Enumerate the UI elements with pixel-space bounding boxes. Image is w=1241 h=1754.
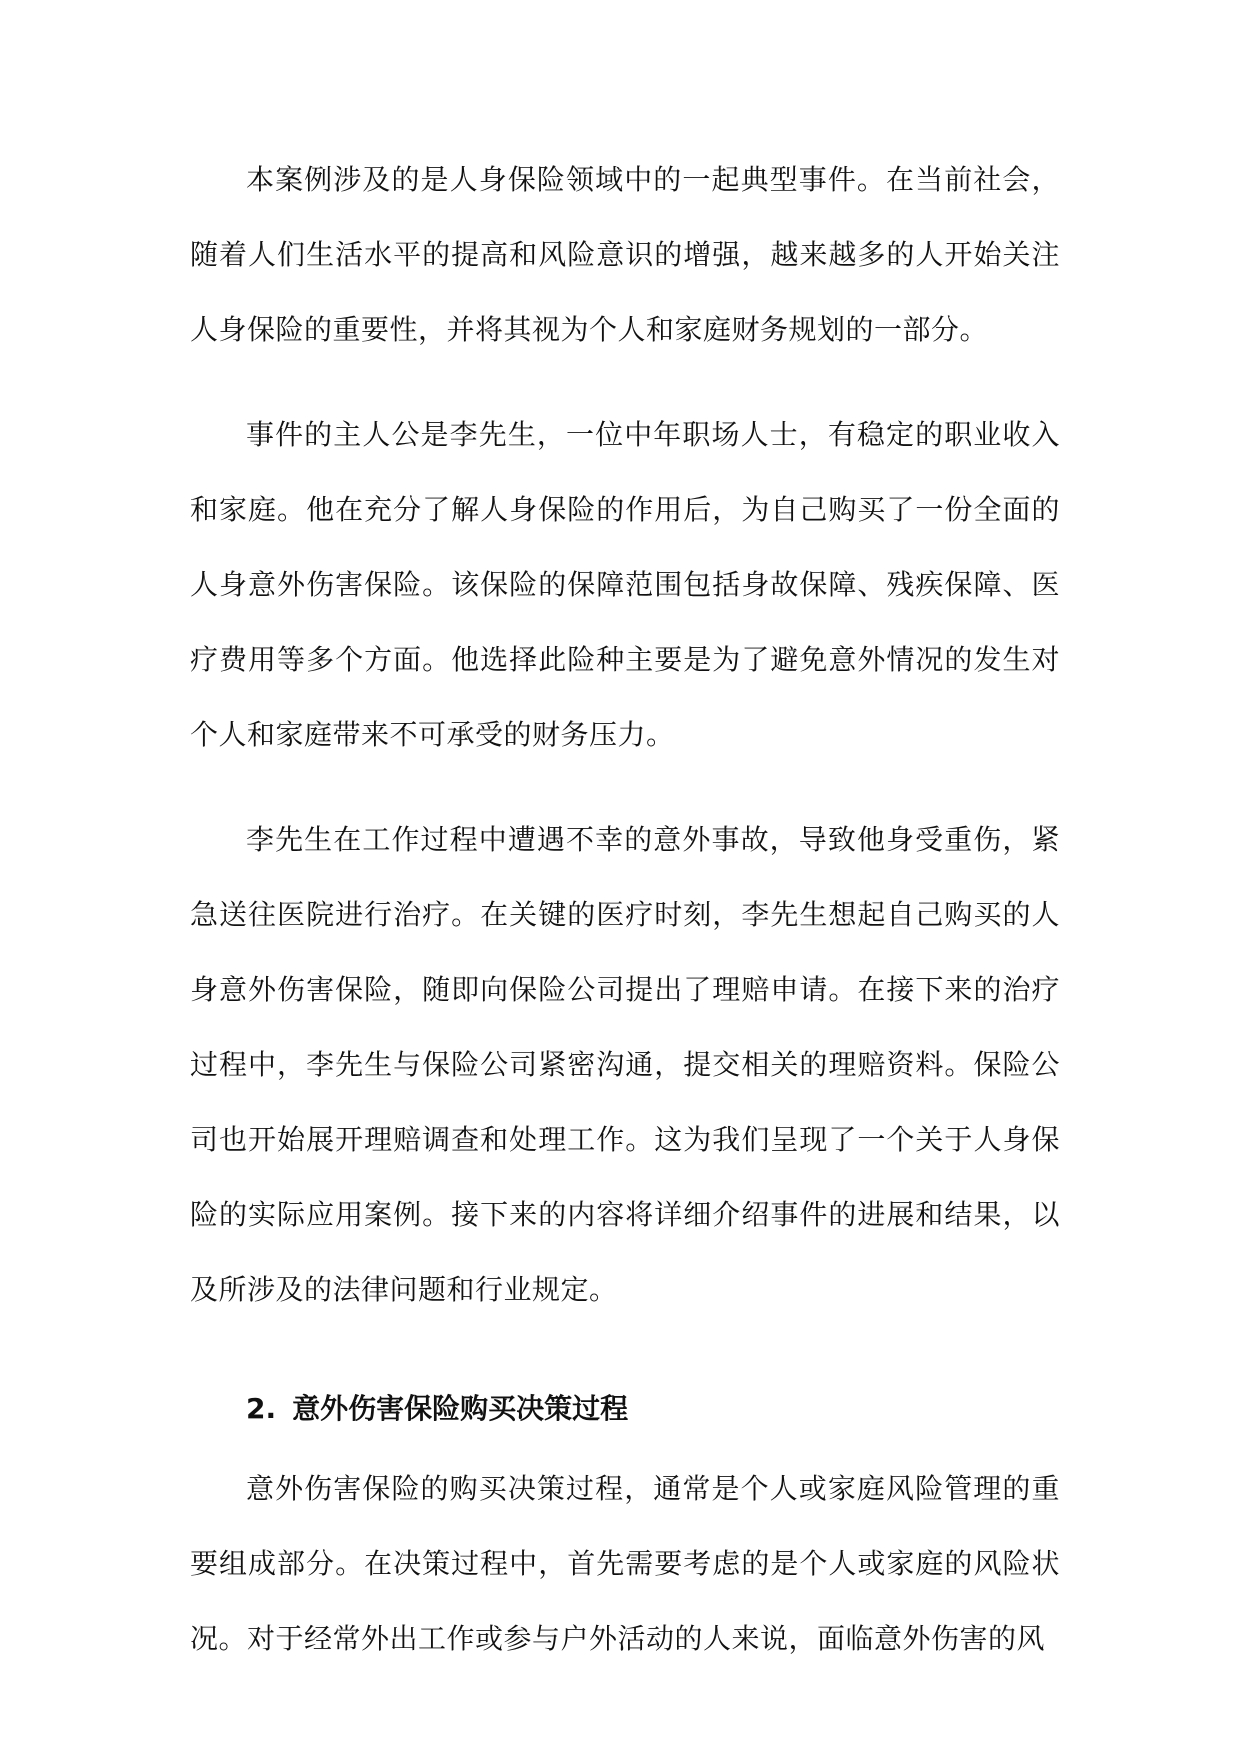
- paragraph-decision-process: 意外伤害保险的购买决策过程，通常是个人或家庭风险管理的重要组成部分。在决策过程中，首先需要考虑的是个人或家庭的风险状况。对于经常外出工作或参与户外活动的人来说，面临意外伤害的风: [190, 1472, 1060, 1655]
- document-page: [190, 142, 1060, 1706]
- section-heading: [190, 1379, 1060, 1439]
- section-title: 意外伤害保险购买决策过程: [292, 1392, 629, 1425]
- paragraph-intro: 本案例涉及的是人身保险领域中的一起典型事件。在当前社会，随着人们生活水平的提高和风险意识的增强，越来越多的人开始关注人身保险的重要性，并将其视为个人和家庭财务规划的一部分。: [190, 163, 1060, 346]
- paragraph-accident: 李先生在工作过程中遭遇不幸的意外事故，导致他身受重伤，紧急送往医院进行治疗。在关键的医疗时刻，李先生想起自己购买的人身意外伤害保险，随即向保险公司提出了理赔申请。在接下来的治疗过程中，李先生与保险公司紧密沟通，提交相关的理赔资料。保险公司也开始展开理赔调查和处理工作。这为我们呈现了一个关于人身保险的实际应用案例。接下来的内容将详细介绍事件的进展和结果，以及所涉及的法律问题和行业规定。: [190, 823, 1060, 1306]
- section-number: 2.: [246, 1392, 277, 1425]
- paragraph-protagonist: 事件的主人公是李先生，一位中年职场人士，有稳定的职业收入和家庭。他在充分了解人身保险的作用后，为自己购买了一份全面的人身意外伤害保险。该保险的保障范围包括身故保障、残疾保障、医疗费用等多个方面。他选择此险种主要是为了避免意外情况的发生对个人和家庭带来不可承受的财务压力。: [190, 418, 1060, 751]
